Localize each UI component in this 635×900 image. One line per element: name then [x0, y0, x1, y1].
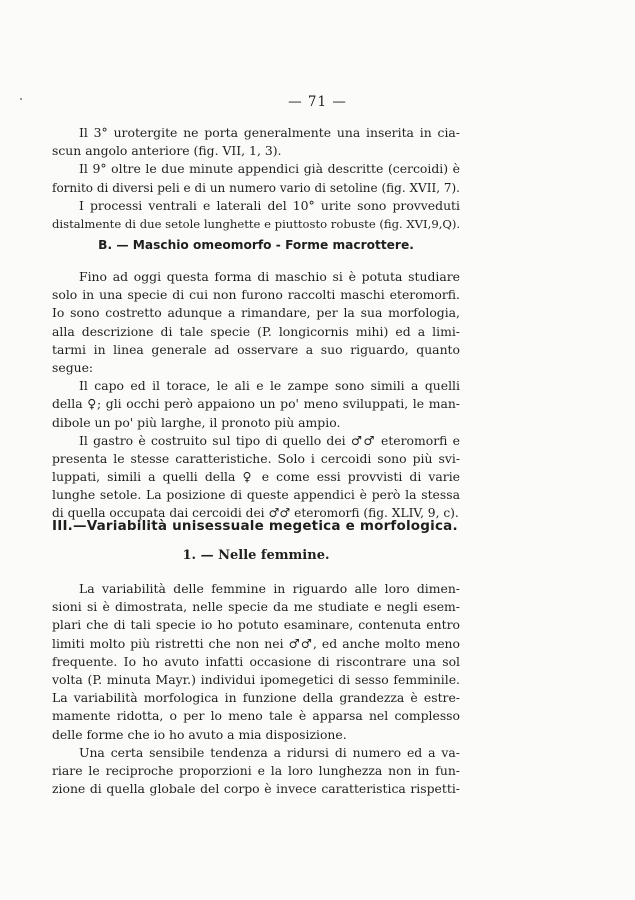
text-line: zione di quella globale del corpo è invece caratteristica rispetti-: [52, 781, 460, 797]
text-line: dibole un po' più larghe, il pronoto più ampio.: [52, 414, 341, 430]
text-line: lunghe setole. La posizione di queste appendici è però la stessa: [52, 487, 460, 503]
text-line: Il 9° oltre le due minute appendici già descritte (cercoidi) è: [79, 161, 460, 177]
text-line: mamente ridotta, o per lo meno tale è apparsa nel complesso: [52, 708, 460, 724]
subsection-heading-1: 1. — Nelle femmine.: [182, 548, 330, 563]
text-line: sioni si è dimostrata, nelle specie da me studiate e negli esem-: [52, 599, 460, 615]
text-line: delle forme che io ho avuto a mia disposizione.: [52, 726, 347, 742]
section-heading-b: B. — Maschio omeomorfo - Forme macrottere.: [98, 238, 414, 252]
text-line: frequente. Io ho avuto infatti occasione di riscontrare una sol: [52, 653, 460, 669]
section-heading-iii: III.—Variabilità unisessuale megetica e morfologica.: [52, 518, 458, 534]
text-line: Una certa sensibile tendenza a ridursi di numero ed a va-: [79, 744, 460, 760]
paragraph-block-2: [52, 268, 460, 523]
text-line: di quella occupata dai cercoidi dei ♂♂ eteromorfi (fig. XLIV, 9, c).: [52, 506, 459, 521]
paragraph-block-1: [52, 124, 460, 233]
text-line: La variabilità morfologica in funzione della grandezza è estre-: [52, 690, 460, 706]
text-line: La variabilità delle femmine in riguardo alle loro dimen-: [79, 581, 460, 596]
text-line: limiti molto più ristretti che non nei ♂♂, ed anche molto meno: [52, 635, 460, 651]
text-line: Il gastro è costruito sul tipo di quello dei ♂♂ eteromorfi e: [79, 432, 460, 448]
text-line: scun angolo anteriore (fig. VII, 1, 3).: [52, 143, 282, 159]
text-line: della ♀; gli occhi però appaiono un po' meno sviluppati, le man-: [52, 396, 460, 412]
text-line: presenta le stesse caratteristiche. Solo i cercoidi sono più svi-: [52, 450, 460, 466]
text-line: alla descrizione di tale specie (P. longicornis mihi) ed a limi-: [52, 323, 460, 339]
text-line: plari che di tali specie io ho potuto esaminare, contenuta entro: [52, 617, 460, 633]
text-line: tarmi in linea generale ad osservare a suo riguardo, quanto: [52, 341, 460, 357]
text-line: Il capo ed il torace, le ali e le zampe sono simili a quelli: [79, 378, 460, 394]
text-line: segue:: [52, 359, 94, 375]
text-line: volta (P. minuta Mayr.) individui ipomegetici di sesso femminile.: [52, 671, 460, 687]
text-line: fornito di diversi peli e di un numero vario di setoline (fig. XVII, 7).: [52, 180, 460, 195]
text-line: Io sono costretto adunque a rimandare, per la sua morfologia,: [52, 305, 460, 321]
page-number: — 71 —: [288, 94, 347, 110]
text-line: distalmente di due setole lunghette e piuttosto robuste (fig. XVI,9,Q).: [52, 216, 461, 231]
text-line: solo in una specie di cui non furono raccolti maschi eteromorfi.: [52, 287, 460, 303]
text-line: Il 3° urotergite ne porta generalmente una inserita in cia-: [79, 125, 460, 140]
text-line: Fino ad oggi questa forma di maschio si è potuta studiare: [79, 269, 460, 284]
text-line: I processi ventrali e laterali del 10° urite sono provveduti: [79, 197, 460, 213]
text-line: luppati, simili a quelli della ♀ e come essi provvisti di varie: [52, 469, 460, 485]
paragraph-block-3: [52, 580, 460, 798]
text-line: riare le reciproche proporzioni e la loro lunghezza non in fun-: [52, 762, 460, 778]
